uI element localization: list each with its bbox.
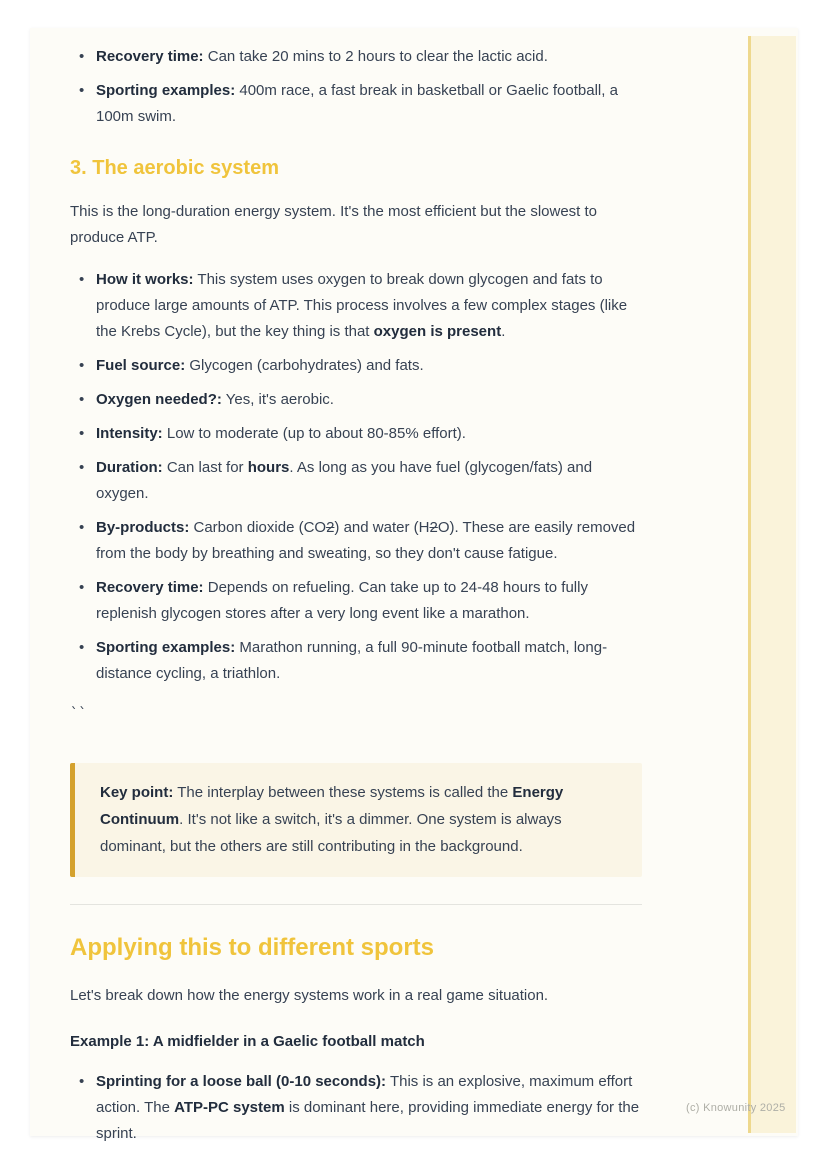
code-fence-remnant: `` <box>70 706 87 722</box>
bullet-list-aerobic-system <box>70 267 642 687</box>
list-item: • How it works: This system uses oxygen to break down glycogen and fats to produce large amounts of ATP. This process involves a few complex stages (like the Krebs Cycle), but the key thing is that oxygen is present. <box>96 267 642 345</box>
list-item: • Sporting examples: 400m race, a fast break in basketball or Gaelic football, a 100m swim. <box>96 78 642 130</box>
key-point-callout <box>70 763 642 877</box>
list-item: • Sprinting for a loose ball (0-10 seconds): This is an explosive, maximum effort action. The ATP-PC system is dominant here, providing immediate energy for the sprint. <box>96 1069 642 1147</box>
list-item: • Fuel source: Glycogen (carbohydrates) and fats. <box>96 353 642 379</box>
list-item: • Intensity: Low to moderate (up to about 80-85% effort). <box>96 421 642 447</box>
key-point-text: Key point: The interplay between these systems is called the Energy Continuum. It's not like a switch, it's a dimmer. One system is always dominant, but the others are still contributing in the background. <box>100 784 564 855</box>
paragraph-applying-intro: Let's break down how the energy systems work in a real game situation. <box>70 987 549 1004</box>
list-item: • By-products: Carbon dioxide (CO2) and water (H2O). These are easily removed from the body by breathing and sweating, so they don't cause fatigue. <box>96 515 642 567</box>
section-divider <box>70 904 642 905</box>
list-item: • Recovery time: Can take 20 mins to 2 hours to clear the lactic acid. <box>96 44 642 70</box>
list-item: • Oxygen needed?: Yes, it's aerobic. <box>96 387 642 413</box>
document-page <box>30 28 798 1142</box>
example-1-heading: Example 1: A midfielder in a Gaelic football match <box>70 1033 425 1050</box>
page-content <box>70 36 642 1155</box>
bullet-list-anaerobic-tail <box>70 44 642 130</box>
page-edge-strip <box>748 36 796 1133</box>
section-heading-aerobic-system: 3. The aerobic system <box>70 157 279 179</box>
copyright-watermark: (c) Knowunity 2025 <box>686 1102 786 1114</box>
list-item: • Duration: Can last for hours. As long as you have fuel (glycogen/fats) and oxygen. <box>96 455 642 507</box>
list-item: • Sporting examples: Marathon running, a full 90-minute football match, long-distance cycling, a triathlon. <box>96 635 642 687</box>
paragraph-aerobic-intro: This is the long-duration energy system. It's the most efficient but the slowest to produce ATP. <box>70 203 598 246</box>
list-item: • Recovery time: Depends on refueling. Can take up to 24-48 hours to fully replenish glycogen stores after a very long event like a marathon. <box>96 575 642 627</box>
bullet-list-example-1 <box>70 1069 642 1147</box>
section-heading-applying-sports: Applying this to different sports <box>70 934 434 961</box>
